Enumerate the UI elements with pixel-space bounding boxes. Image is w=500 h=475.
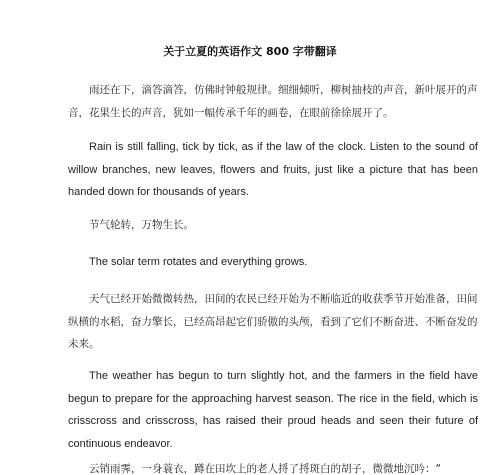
- paragraph-1-chinese: [68, 79, 478, 124]
- paragraph-5-chinese: [68, 288, 478, 356]
- paragraph-3-chinese: [68, 214, 478, 237]
- paragraph-line: crisscross and crisscross, has raised their proud heads and seen their future of: [68, 415, 478, 427]
- paragraph-2-english: [68, 136, 478, 204]
- paragraph-4-english: [68, 251, 478, 274]
- paragraph-line: The weather has begun to turn slightly hot, and the farmers in the field have: [89, 370, 478, 382]
- paragraph-line: willow branches, new leaves, flowers and fruits, just like a picture that has been: [68, 163, 478, 176]
- paragraph-6-english: [68, 365, 478, 455]
- document-title: 关于立夏的英语作文 800 字带翻译: [163, 45, 337, 58]
- paragraph-line: 纵横的水稻，奋力擎长，已经高昂起它们骄傲的头颅，看到了它们不断奋进、不断奋发的: [68, 315, 478, 328]
- paragraph-line: 雨还在下，滴答滴答，仿佛时钟般规律。细细倾听，柳树抽枝的声音，新叶展开的声: [89, 84, 478, 96]
- paragraph-line: begun to prepare for the approaching harvest season. The rice in the field, which is: [68, 392, 478, 405]
- paragraph-line: Rain is still falling, tick by tick, as if the law of the clock. Listen to the sound of: [89, 141, 478, 153]
- paragraph-line: continuous endeavor.: [68, 437, 173, 450]
- paragraph-line: handed down for thousands of years.: [68, 186, 250, 198]
- paragraph-line: The solar term rotates and everything grows.: [89, 256, 308, 268]
- paragraph-7-chinese: [68, 458, 478, 475]
- paragraph-line: 音，花果生长的声音，犹如一幅传承千年的画卷，在眼前徐徐展开了。: [68, 106, 394, 119]
- paragraph-line: 天气已经开始微微转热，田间的农民已经开始为不断临近的收获季节开始准备，田间: [89, 293, 478, 305]
- paragraph-line: 云销雨霁，一身蓑衣，蹲在田坎上的老人捋了捋斑白的胡子，微微地沉吟：“: [89, 463, 441, 475]
- paragraph-line: 节气轮转，万物生长。: [89, 219, 194, 231]
- paragraph-line: 未来。: [68, 338, 100, 350]
